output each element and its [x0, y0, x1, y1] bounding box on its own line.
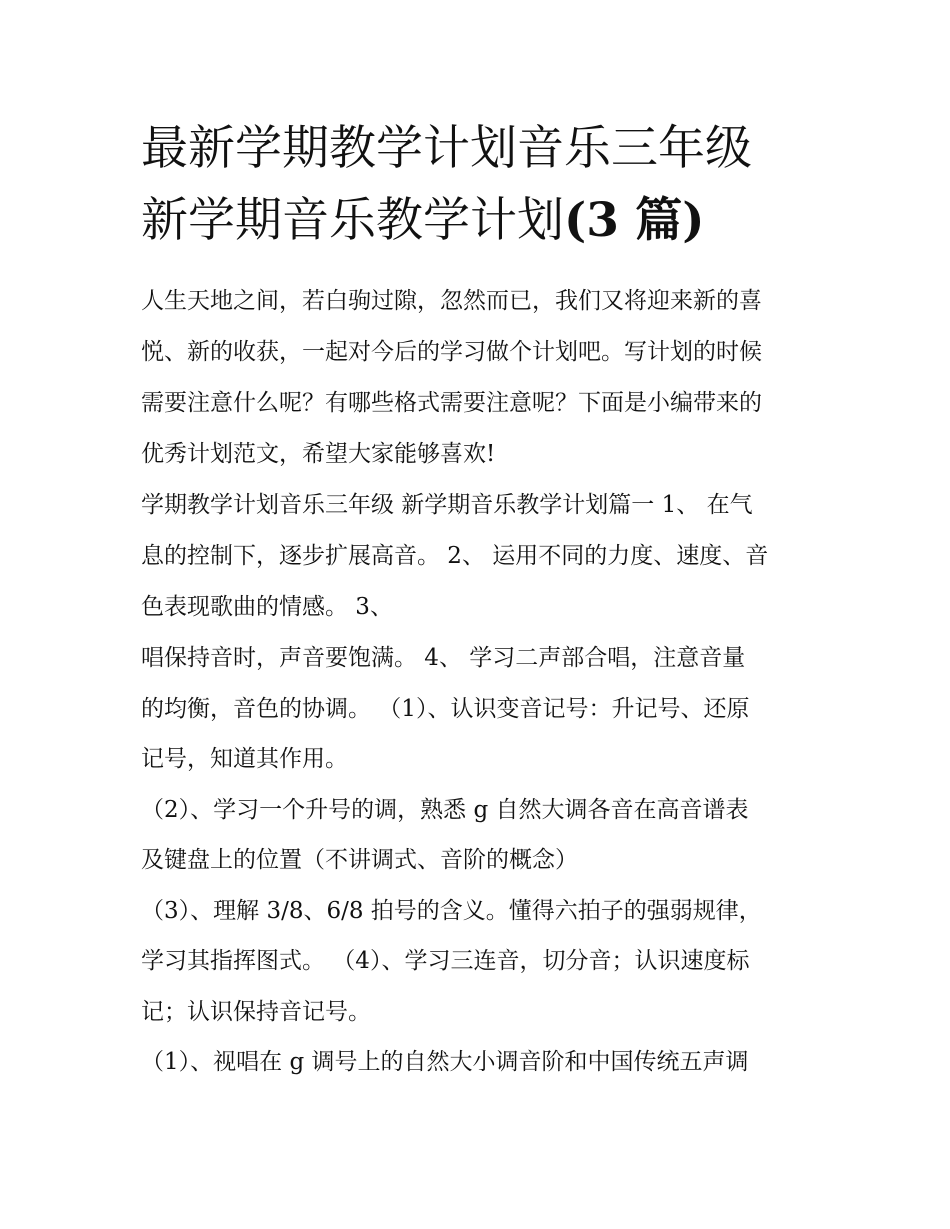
- body-text-line: 的均衡，音色的协调。 （1）、认识变音记号：升记号、还原: [141, 696, 750, 722]
- body-text-line: 记号，知道其作用。: [141, 746, 348, 772]
- body-text-line: 学习其指挥图式。 （4）、学习三连音，切分音；认识速度标: [141, 948, 750, 974]
- body-text-line: 唱保持音时，声音要饱满。 4、 学习二声部合唱，注意音量: [141, 645, 746, 671]
- body-text-line: （2）、学习一个升号的调，熟悉 g 自然大调各音在高音谱表: [141, 797, 749, 823]
- body-text-line: 人生天地之间，若白驹过隙，忽然而已，我们又将迎来新的喜: [141, 288, 762, 314]
- body-text-line: 色表现歌曲的情感。 3、: [141, 594, 393, 620]
- body-text-line: 悦、新的收获，一起对今后的学习做个计划吧。写计划的时候: [141, 339, 762, 365]
- page-title: [141, 113, 841, 257]
- body-text-line: （1）、视唱在 g 调号上的自然大小调音阶和中国传统五声调: [141, 1049, 749, 1075]
- title-line-2-suffix: (3 篇): [564, 193, 705, 248]
- body-text-line: 息的控制下，逐步扩展高音。 2、 运用不同的力度、速度、音: [141, 543, 769, 569]
- body-text-line: （3）、理解 3/8、6/8 拍号的含义。懂得六拍子的强弱规律，: [141, 898, 762, 924]
- body-text-line: 优秀计划范文，希望大家能够喜欢!: [141, 441, 496, 467]
- body-text-line: 及键盘上的位置（不讲调式、音阶的概念）: [141, 847, 578, 873]
- body-text-line: 需要注意什么呢？有哪些格式需要注意呢？下面是小编带来的: [141, 390, 762, 416]
- body-text-line: 记；认识保持音记号。: [141, 999, 371, 1025]
- title-line-1: 最新学期教学计划音乐三年级: [141, 121, 752, 176]
- body-text-line: 学期教学计划音乐三年级 新学期音乐教学计划篇一 1、 在气: [141, 492, 753, 518]
- title-line-2: 新学期音乐教学计划: [141, 193, 564, 248]
